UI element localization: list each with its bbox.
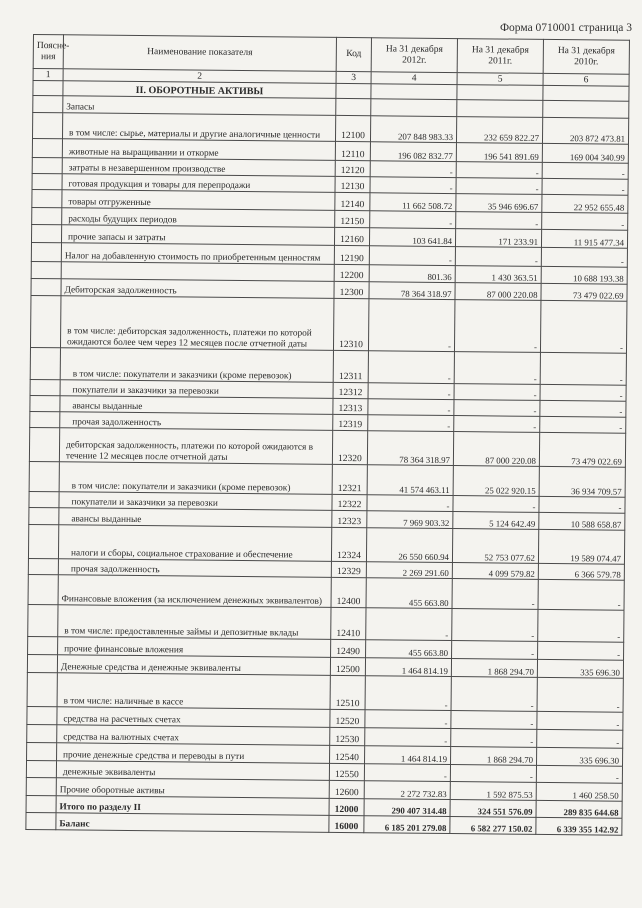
row-note [32,207,62,224]
row-code: 12550 [329,763,364,780]
row-value-2012: 26 550 660.94 [366,528,452,563]
row-value-2011: - [452,579,538,610]
row-note [32,138,62,157]
row-note [29,491,59,507]
row-value-2010: - [537,711,623,730]
row-value-2011: 52 753 077.62 [452,529,538,564]
row-value-2010: 10 588 658.87 [539,512,625,530]
row-value-2011: 25 022 920.15 [453,466,539,497]
row-code: 12110 [335,141,370,160]
row-value-2011: - [455,247,541,267]
row-name: средства на расчетных счетах [57,707,330,728]
row-note [28,574,58,604]
table-row [28,604,624,642]
row-value-2010: 6 339 355 142.92 [536,817,622,835]
row-note [27,672,57,706]
row-value-2012: - [368,415,454,432]
row-code: 12130 [335,176,370,192]
row-value-2011: - [452,641,538,660]
row-value-2010: - [540,400,626,417]
table-row [27,672,623,712]
row-note [29,461,59,491]
row-value-2010: 36 934 709.57 [539,466,625,497]
row-name: товары отгруженные [62,190,335,211]
row-value-2010: - [540,416,626,433]
row-value-2010: - [538,579,624,610]
row-value-2012: - [370,177,456,194]
row-value-2010: 169 004 340.99 [542,143,628,163]
row-code: 12322 [332,494,367,510]
row-note [27,706,57,724]
row-name: прочие денежные средства и переводы в пути [57,743,330,764]
row-value-2011: 1 868 294.70 [451,659,537,678]
row-name: Запасы [63,96,336,116]
row-value-2011: - [451,729,537,748]
row-code: 12540 [330,745,365,763]
row-value-2010: 6 366 579.78 [538,563,624,580]
row-value-2010: - [536,765,622,783]
row-note [27,724,57,742]
row-value-2010: - [540,384,626,401]
row-code: 12190 [334,245,369,264]
table-row [29,461,625,497]
row-value-2010: 1 460 258.50 [536,782,622,801]
row-name: авансы выданные [59,508,332,528]
row-value-2012: - [369,246,455,266]
row-code: 12321 [332,464,367,494]
row-name: в том числе: сырье, материалы и другие аналогичные ценности [62,113,335,142]
row-value-2010: - [537,729,623,748]
row-value-2011: 171 233.91 [455,229,541,248]
row-value-2010: 73 479 022.69 [539,432,625,467]
row-note [30,295,60,347]
row-note [28,604,58,636]
row-value-2011: - [453,496,539,513]
row-value-2012: - [365,676,451,711]
header-name: Наименование показателя [63,35,336,72]
row-code: 12324 [331,527,366,561]
row-value-2010: 335 696.30 [537,659,623,678]
row-value-2012: 207 848 983.33 [370,116,456,143]
row-value-2010: - [542,162,628,179]
col-number: 6 [543,73,629,86]
row-name: готовая продукция и товары для перепродажи [62,174,335,193]
row-value-2012: - [368,383,454,400]
header-col4: На 31 декабря 2012г. [371,38,457,73]
row-code: 12329 [331,561,366,577]
row-note [26,760,56,777]
row-value-2012: 1 464 814.19 [365,746,451,765]
col-number: 5 [457,73,543,86]
table-row [30,347,626,385]
header-code: Код [336,37,371,71]
row-value-2011: - [450,765,536,783]
row-value-2010: - [537,677,623,712]
row-value-2012: - [364,764,450,782]
row-name: налоги и сборы, социальное страхование и обеспечение [58,525,331,562]
col-number: 2 [63,69,336,84]
table-row [29,427,625,467]
row-value-2011: 232 659 822.27 [456,117,542,144]
row-code: 12120 [335,160,370,176]
row-value-2010: - [541,247,627,267]
row-note [28,524,58,558]
row-value-2010: - [542,212,628,230]
row-note [32,113,62,139]
row-name: прочая задолженность [60,412,333,431]
row-name: Денежные средства и денежные эквиваленты [57,655,330,676]
row-code: 12200 [334,264,369,281]
col-number: 3 [336,71,371,83]
row-value-2010: 10 688 193.38 [541,266,627,284]
row-code [336,98,371,115]
row-note [32,157,62,173]
row-code: 12312 [333,382,368,398]
row-value-2010: 289 835 644.68 [536,800,622,818]
row-value-2011: 87 000 220.08 [453,432,539,467]
row-value-2012: 455 663.80 [366,640,452,659]
row-note [31,278,61,295]
row-value-2011: - [454,300,540,353]
row-code: 12320 [332,430,367,464]
row-name: в том числе: покупатели и заказчики (кроме перевозок) [60,348,333,383]
row-name: прочие запасы и затраты [61,225,334,246]
row-value-2012: 290 407 314.48 [364,799,450,817]
row-value-2011: - [451,711,537,730]
row-name: покупатели и заказчики за перевозки [59,492,332,511]
row-note [29,507,59,524]
row-value-2010: - [542,178,628,195]
row-value-2012: - [370,161,456,178]
row-name: Финансовые вложения (за исключением денежных эквивалентов) [58,575,331,608]
row-name: Баланс [56,813,329,833]
row-code: 12600 [329,780,364,798]
row-value-2012: - [367,495,453,512]
section-title: II. ОБОРОТНЫЕ АКТИВЫ [63,81,336,99]
row-value-2012: 103 641.84 [369,228,455,247]
row-value-2011: 87 000 220.08 [455,283,541,301]
row-name: животные на выращивании и откорме [62,139,335,161]
row-value-2011: - [456,178,542,195]
row-name: в том числе: предоставленные займы и депозитные вклады [58,605,331,640]
row-code: 12490 [331,639,366,657]
row-value-2012: 78 364 318.97 [369,282,455,300]
form-label: Форма 0710001 страница 3 [499,22,632,34]
row-value-2012: - [370,211,456,229]
header-col6: На 31 декабря 2010г. [543,39,629,74]
row-code: 12323 [332,510,367,527]
row-value-2010: 73 479 022.69 [541,283,627,301]
row-code: 12319 [333,414,368,430]
row-value-2010: - [538,609,624,642]
row-value-2010: - [540,300,626,353]
row-note [31,224,61,242]
row-code: 12160 [334,227,369,245]
row-value-2012: 2 269 291.60 [366,562,452,579]
row-code: 12500 [330,657,365,675]
row-value-2011: - [456,162,542,179]
row-code: 12300 [334,281,369,298]
row-value-2010: 19 589 074.47 [538,529,624,564]
row-value-2011: 6 582 277 150.02 [450,817,536,835]
row-value-2011: 1 592 875.53 [450,782,536,801]
row-note [30,379,60,395]
row-name: расходы будущих периодов [62,208,335,228]
col-number: 4 [371,72,457,85]
row-value-2012: 1 464 814.19 [365,658,451,677]
row-value-2010 [543,100,629,118]
table-row [28,524,624,564]
row-name: в том числе: наличные в кассе [57,673,330,710]
row-code: 12310 [333,298,368,350]
row-value-2011: 324 551 576.09 [450,800,536,818]
row-note [30,395,60,411]
row-value-2012: 11 662 508.72 [370,193,456,212]
row-code: 12000 [329,798,364,815]
row-name: денежные эквиваленты [56,761,329,781]
row-name: Итого по разделу II [56,796,329,816]
row-value-2011: 5 124 642.49 [453,512,539,530]
row-note [26,812,56,829]
row-value-2011: - [454,400,540,417]
row-value-2012: - [368,351,454,384]
row-value-2012: - [365,710,451,729]
row-note [29,427,59,461]
row-note [31,242,61,261]
table-row [28,574,624,610]
row-value-2011: 4 099 579.82 [452,563,538,580]
row-name: в том числе: покупатели и заказчики (кроме перевозок) [59,462,332,495]
row-value-2012: 78 364 318.97 [367,431,453,466]
row-name: Дебиторская задолженность [61,279,334,299]
row-name: в том числе: дебиторская задолженность, платежи по которой ожидаются более чем через 12 месяцев после отчетной даты [60,296,333,351]
row-value-2012: 196 082 832.77 [370,142,456,162]
row-value-2011: - [452,609,538,642]
row-value-2011: 1 430 363.51 [455,266,541,284]
row-code: 12140 [335,192,370,210]
row-name: покупатели и заказчики за перевозки [60,380,333,399]
row-value-2012: - [365,728,451,747]
row-name: затраты в незавершенном производстве [62,158,335,177]
header-row [33,35,629,75]
row-note [28,636,58,654]
row-value-2011: - [454,416,540,433]
balance-sheet-table [25,34,630,836]
row-code: 12313 [333,398,368,414]
row-value-2011: - [454,384,540,401]
row-value-2012: 801.36 [369,265,455,283]
row-note [27,742,57,760]
row-value-2010: 335 696.30 [537,747,623,766]
row-code: 12150 [335,210,370,227]
row-name: Прочие оборотные активы [56,778,329,799]
row-value-2010: - [539,496,625,513]
row-name: дебиторская задолженность, платежи по которой ожидаются в течение 12 месяцев после отчетной даты [59,428,332,465]
row-note [32,189,62,207]
row-value-2012: 6 185 201 279.08 [364,816,450,834]
row-note [27,654,57,672]
row-value-2012: - [366,608,452,641]
row-value-2010: - [538,641,624,660]
row-code: 12520 [330,709,365,727]
row-name: авансы выданные [60,396,333,415]
row-value-2011 [457,100,543,118]
row-note [26,795,56,812]
row-code: 12311 [333,350,368,382]
row-value-2012 [371,99,457,117]
row-code: 12400 [331,577,366,607]
row-note [31,261,61,278]
row-value-2011: 35 946 696.67 [456,194,542,213]
header-note: Поясне-ния [33,35,63,69]
row-value-2012: 2 272 732.83 [364,781,450,800]
row-code: 16000 [329,815,364,832]
row-value-2012: 7 969 903.32 [367,511,453,529]
row-value-2011: 196 541 891.69 [456,143,542,163]
col-number: 1 [33,69,63,81]
header-col5: На 31 декабря 2011г. [457,39,543,74]
row-value-2012: 455 663.80 [366,578,452,609]
row-value-2011: - [456,212,542,230]
row-code: 12530 [330,727,365,745]
row-value-2012: - [368,299,454,352]
row-value-2010: 11 915 477.34 [541,229,627,248]
row-name: прочие финансовые вложения [58,637,331,658]
row-value-2011: - [451,677,537,712]
row-note [28,558,58,574]
row-note [33,96,63,113]
row-value-2010: - [540,352,626,385]
row-value-2011: - [454,352,540,385]
row-code: 12510 [330,675,365,709]
row-name: Налог на добавленную стоимость по приобретенным ценностям [61,243,334,265]
row-value-2010: 203 872 473.81 [542,117,628,144]
table-row [30,295,626,353]
row-name: средства на валютных счетах [57,725,330,746]
row-code: 12410 [331,607,366,639]
row-value-2012: - [368,399,454,416]
row-note [30,411,60,427]
row-name: прочая задолженность [58,559,331,578]
row-note [32,173,62,189]
row-code: 12100 [335,115,370,141]
row-value-2010: 22 952 655.48 [542,194,628,213]
row-value-2011: 1 868 294.70 [451,747,537,766]
row-note [30,347,60,379]
row-note [26,777,56,795]
row-value-2012: 41 574 463.11 [367,465,453,496]
